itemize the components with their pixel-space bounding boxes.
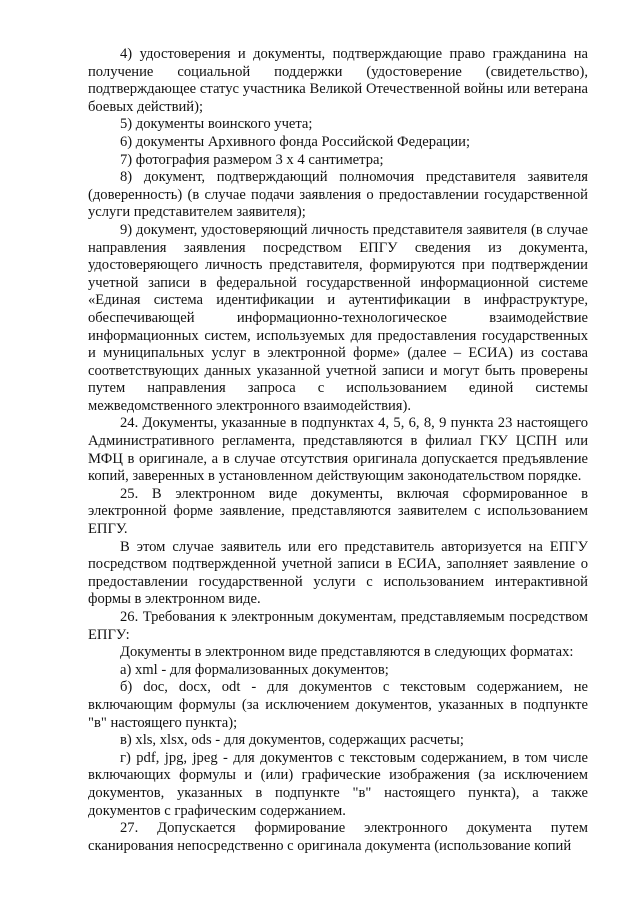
item-8-power-of-attorney: 8) документ, подтверждающий полномочия представителя заявителя (доверенность) (в случае подачи заявления о предоставлении государственной услуги представителем заявителя); bbox=[88, 169, 588, 221]
format-g-pdf: г) pdf, jpg, jpeg - для документов с текстовым содержанием, в том числе включающих формулы и (или) графические изображения (за исключением документов, указанных в подпункте "в" настоящего пункта), а также документов с графическим содержанием. bbox=[88, 749, 588, 819]
item-5-military-docs: 5) документы воинского учета; bbox=[120, 116, 313, 133]
section-24: 24. Документы, указанные в подпунктах 4, 5, 6, 8, 9 пункта 23 настоящего Административного регламента, представляются в филиал ГКУ ЦСПН или МФЦ в оригинале, а в случае отсутствия оригинала допускается предъявление копий, заверенных в установленном действующим законодательством порядке. bbox=[88, 415, 588, 485]
section-25-detail: В этом случае заявитель или его представитель авторизуется на ЕПГУ посредством подтвержденной учетной записи в ЕСИА, заполняет заявление о предоставлении государственной услуги с использованием интерактивной формы в электронном виде. bbox=[88, 538, 588, 608]
section-27: 27. Допускается формирование электронного документа путем сканирования непосредственно с оригинала документа (использование копий bbox=[88, 820, 588, 854]
section-25: 25. В электронном виде документы, включая сформированное в электронной форме заявление, представляются заявителем с использованием ЕПГУ. bbox=[88, 485, 588, 538]
format-a-xml: а) xml - для формализованных документов; bbox=[120, 661, 389, 678]
item-7-photo: 7) фотография размером 3 х 4 сантиметра; bbox=[120, 151, 384, 168]
format-b-doc: б) doc, docx, odt - для документов с текстовым содержанием, не включающим формулы (за исключением документов, указанных в подпункте "в" настоящего пункта); bbox=[88, 679, 588, 731]
item-6-archive-docs: 6) документы Архивного фонда Российской Федерации; bbox=[120, 133, 471, 150]
item-9-representative-id: 9) документ, удостоверяющий личность представителя заявителя (в случае направления заявления посредством ЕПГУ сведения из документа, удостоверяющего личность представителя, формируются при подтверждении учетной записи в федеральной государственной информационной системе «Единая система идентификации и аутентификации в инфраструктуре, обеспечивающей информационно-технологическое взаимодействие информационных систем, используемых для предоставления государственных и муниципальных услуг в электронной форме» (далее – ЕСИА) из состава соответствующих данных указанной учетной записи и могут быть проверены путем направления запроса с использованием единой системы межведомственного электронного взаимодействия). bbox=[88, 221, 588, 414]
item-4-certificates: 4) удостоверения и документы, подтверждающие право гражданина на получение социальной поддержки (удостоверение (свидетельство), подтверждающее статус участника Великой Отечественной войны или ветерана боевых действий); bbox=[88, 46, 588, 115]
format-v-xls: в) xls, xlsx, ods - для документов, содержащих расчеты; bbox=[120, 732, 464, 749]
formats-intro: Документы в электронном виде представляются в следующих форматах: bbox=[120, 644, 574, 661]
section-26: 26. Требования к электронным документам, представляемым посредством ЕПГУ: bbox=[88, 609, 588, 643]
